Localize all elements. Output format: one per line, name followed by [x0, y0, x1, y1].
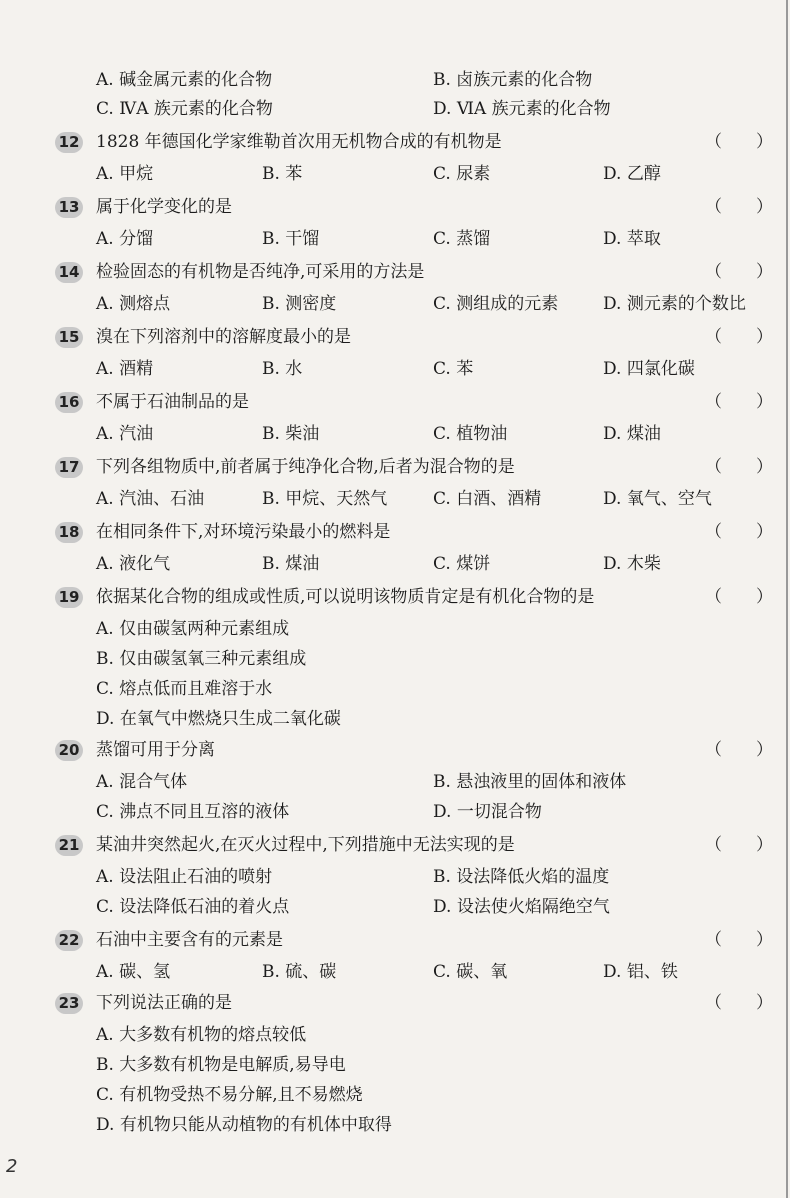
- options-row: [0, 548, 790, 580]
- option-a[interactable]: A. 大多数有机物的熔点较低: [96, 1025, 307, 1045]
- option-b[interactable]: B. 甲烷、天然气: [262, 489, 388, 509]
- options-row: [0, 353, 790, 385]
- options-row: [0, 483, 790, 515]
- option-c[interactable]: C. 植物油: [433, 424, 508, 444]
- question-19: [0, 581, 790, 613]
- question-12: [0, 126, 790, 158]
- question-18: [0, 516, 790, 548]
- answer-blank[interactable]: （ ）: [705, 587, 773, 607]
- question-text: 石油中主要含有的元素是: [96, 930, 283, 950]
- options-row: [0, 93, 790, 125]
- answer-blank[interactable]: （ ）: [705, 930, 773, 950]
- options-row: [0, 861, 790, 893]
- option-b[interactable]: B. 仅由碳氢氧三种元素组成: [96, 649, 307, 669]
- question-17: [0, 451, 790, 483]
- option-c[interactable]: C. 白酒、酒精: [433, 489, 542, 509]
- option-d[interactable]: D. 四氯化碳: [603, 359, 695, 379]
- option-c[interactable]: C. 测组成的元素: [433, 294, 559, 314]
- question-21: [0, 829, 790, 861]
- option-b[interactable]: B. 悬浊液里的固体和液体: [433, 772, 627, 792]
- option-d[interactable]: D. 设法使火焰隔绝空气: [433, 897, 610, 917]
- option-b[interactable]: B. 测密度: [262, 294, 337, 314]
- options-row: [0, 796, 790, 828]
- options-row: [0, 956, 790, 988]
- question-text: 下列说法正确的是: [96, 993, 232, 1013]
- option-a[interactable]: A. 分馏: [96, 229, 154, 249]
- options-row: [0, 1079, 790, 1111]
- answer-blank[interactable]: （ ）: [705, 392, 773, 412]
- option-d[interactable]: D. 在氧气中燃烧只生成二氧化碳: [96, 709, 341, 729]
- answer-blank[interactable]: （ ）: [705, 522, 773, 542]
- option-b[interactable]: B. 苯: [262, 164, 303, 184]
- page-number: 2: [6, 1156, 18, 1177]
- options-row: [0, 1019, 790, 1051]
- question-number-badge: 13: [55, 197, 83, 218]
- question-22: [0, 924, 790, 956]
- question-15: [0, 321, 790, 353]
- options-row: [0, 288, 790, 320]
- question-number-badge: 17: [55, 457, 83, 478]
- option-a[interactable]: A. 液化气: [96, 554, 171, 574]
- option-d[interactable]: D. 乙醇: [603, 164, 661, 184]
- answer-blank[interactable]: （ ）: [705, 132, 773, 152]
- options-row: [0, 1049, 790, 1081]
- question-text: 在相同条件下,对环境污染最小的燃料是: [96, 522, 391, 542]
- question-text: 属于化学变化的是: [96, 197, 232, 217]
- question-text: 溴在下列溶剂中的溶解度最小的是: [96, 327, 351, 347]
- option-b[interactable]: B. 水: [262, 359, 303, 379]
- question-number-badge: 20: [55, 740, 83, 761]
- option-b[interactable]: B. 干馏: [262, 229, 320, 249]
- option-c[interactable]: C. 煤饼: [433, 554, 491, 574]
- option-d[interactable]: D. 铝、铁: [603, 962, 678, 982]
- option-d[interactable]: D. 萃取: [603, 229, 661, 249]
- option-a[interactable]: A. 酒精: [96, 359, 154, 379]
- page-edge: [786, 0, 788, 1198]
- answer-blank[interactable]: （ ）: [705, 740, 773, 760]
- answer-blank[interactable]: （ ）: [705, 835, 773, 855]
- option-d[interactable]: D. 一切混合物: [433, 802, 542, 822]
- options-row: [0, 418, 790, 450]
- question-text: 依据某化合物的组成或性质,可以说明该物质肯定是有机化合物的是: [96, 587, 595, 607]
- option-a[interactable]: A. 甲烷: [96, 164, 154, 184]
- option-c[interactable]: C. ⅣA 族元素的化合物: [96, 99, 273, 119]
- options-row: [0, 613, 790, 645]
- question-number-badge: 18: [55, 522, 83, 543]
- question-number-badge: 23: [55, 993, 83, 1014]
- options-row: [0, 891, 790, 923]
- option-b[interactable]: B. 设法降低火焰的温度: [433, 867, 610, 887]
- options-row: [0, 766, 790, 798]
- options-row: [0, 158, 790, 190]
- option-b[interactable]: B. 柴油: [262, 424, 320, 444]
- options-row: [0, 643, 790, 675]
- option-a[interactable]: A. 碱金属元素的化合物: [96, 70, 273, 90]
- answer-blank[interactable]: （ ）: [705, 457, 773, 477]
- option-c[interactable]: C. 熔点低而且难溶于水: [96, 679, 273, 699]
- question-number-badge: 16: [55, 392, 83, 413]
- option-c[interactable]: C. 苯: [433, 359, 474, 379]
- option-b[interactable]: B. 硫、碳: [262, 962, 337, 982]
- options-row: [0, 703, 790, 735]
- answer-blank[interactable]: （ ）: [705, 262, 773, 282]
- option-c[interactable]: C. 有机物受热不易分解,且不易燃烧: [96, 1085, 363, 1105]
- option-c[interactable]: C. 蒸馏: [433, 229, 491, 249]
- options-row: [0, 223, 790, 255]
- option-c[interactable]: C. 尿素: [433, 164, 491, 184]
- question-text: 1828 年德国化学家维勒首次用无机物合成的有机物是: [96, 132, 502, 152]
- option-a[interactable]: A. 碳、氢: [96, 962, 171, 982]
- options-row: [0, 673, 790, 705]
- question-text: 下列各组物质中,前者属于纯净化合物,后者为混合物的是: [96, 457, 515, 477]
- answer-blank[interactable]: （ ）: [705, 327, 773, 347]
- options-row: [0, 1109, 790, 1141]
- question-14: [0, 256, 790, 288]
- question-number-badge: 15: [55, 327, 83, 348]
- option-d[interactable]: D. 木柴: [603, 554, 661, 574]
- option-d[interactable]: D. 煤油: [603, 424, 661, 444]
- option-b[interactable]: B. 大多数有机物是电解质,易导电: [96, 1055, 346, 1075]
- question-20: [0, 734, 790, 766]
- option-a[interactable]: A. 混合气体: [96, 772, 188, 792]
- option-a[interactable]: A. 设法阻止石油的喷射: [96, 867, 273, 887]
- question-number-badge: 22: [55, 930, 83, 951]
- question-number-badge: 19: [55, 587, 83, 608]
- option-b[interactable]: B. 煤油: [262, 554, 320, 574]
- option-c[interactable]: C. 碳、氧: [433, 962, 508, 982]
- option-a[interactable]: A. 测熔点: [96, 294, 171, 314]
- answer-blank[interactable]: （ ）: [705, 197, 773, 217]
- option-d[interactable]: D. 氧气、空气: [603, 489, 712, 509]
- options-row: [0, 64, 790, 96]
- question-text: 某油井突然起火,在灭火过程中,下列措施中无法实现的是: [96, 835, 515, 855]
- option-d[interactable]: D. 测元素的个数比: [603, 294, 746, 314]
- answer-blank[interactable]: （ ）: [705, 993, 773, 1013]
- option-d[interactable]: D. ⅥA 族元素的化合物: [433, 99, 611, 119]
- option-d[interactable]: D. 有机物只能从动植物的有机体中取得: [96, 1115, 392, 1135]
- question-number-badge: 14: [55, 262, 83, 283]
- question-text: 不属于石油制品的是: [96, 392, 249, 412]
- question-text: 蒸馏可用于分离: [96, 740, 215, 760]
- option-a[interactable]: A. 仅由碳氢两种元素组成: [96, 619, 290, 639]
- option-a[interactable]: A. 汽油、石油: [96, 489, 205, 509]
- option-b[interactable]: B. 卤族元素的化合物: [433, 70, 593, 90]
- question-13: [0, 191, 790, 223]
- option-c[interactable]: C. 沸点不同且互溶的液体: [96, 802, 290, 822]
- question-number-badge: 12: [55, 132, 83, 153]
- question-number-badge: 21: [55, 835, 83, 856]
- option-c[interactable]: C. 设法降低石油的着火点: [96, 897, 290, 917]
- question-text: 检验固态的有机物是否纯净,可采用的方法是: [96, 262, 425, 282]
- question-23: [0, 987, 790, 1019]
- option-a[interactable]: A. 汽油: [96, 424, 154, 444]
- question-16: [0, 386, 790, 418]
